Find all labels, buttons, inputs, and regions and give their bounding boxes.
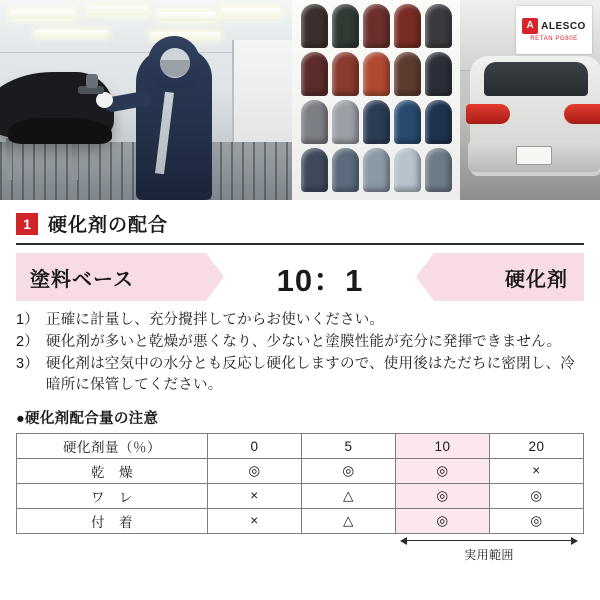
photo-strip — [0, 0, 600, 200]
color-chip — [301, 148, 328, 192]
table-row-label: ワ レ — [17, 484, 208, 509]
instruction-note — [16, 310, 584, 332]
work-stand — [72, 138, 78, 180]
color-chip — [425, 4, 452, 48]
table-row — [17, 459, 584, 484]
ceiling-lamp-icon — [34, 30, 108, 37]
table-header-row — [17, 434, 584, 459]
instruction-notes — [16, 310, 584, 397]
color-chip — [394, 4, 421, 48]
instruction-note — [16, 332, 584, 354]
ratio-arrow-left-icon — [206, 253, 224, 301]
ratio-arrow-right-icon — [416, 253, 434, 301]
table-cell: △ — [302, 509, 396, 534]
section-number-badge: 1 — [16, 213, 38, 235]
license-plate — [516, 146, 552, 165]
logo-row — [522, 18, 586, 34]
color-chip-wall-photo — [292, 0, 460, 200]
ratio-left-label: 塗料ベース — [30, 268, 134, 291]
note-number: 3） — [16, 355, 39, 372]
table-row-label: 乾 燥 — [17, 459, 208, 484]
content-area — [0, 200, 600, 562]
table-cell: ◎ — [302, 459, 396, 484]
table-cell: △ — [302, 484, 396, 509]
table-row-label: 付 着 — [17, 509, 208, 534]
color-chip — [394, 148, 421, 192]
spray-gun-cup — [86, 74, 98, 88]
color-chip — [363, 4, 390, 48]
ceiling-lamp-icon — [10, 10, 76, 19]
work-stand — [6, 138, 12, 180]
color-chip — [301, 4, 328, 48]
page-title: 硬化剤の配合 — [48, 215, 169, 236]
hardener-ratio-table — [16, 433, 584, 534]
color-chip — [425, 100, 452, 144]
spray-booth-painter-photo — [0, 0, 292, 200]
color-chip — [425, 52, 452, 96]
color-chip — [332, 4, 359, 48]
color-chip — [301, 100, 328, 144]
ratio-value: 10：1 — [276, 262, 364, 298]
note-text: 硬化剤は空気中の水分とも反応し硬化しますので、使用後はただちに密閉し、冷暗所に保管してください。 — [46, 355, 575, 394]
tail-lamp-left — [466, 104, 510, 124]
color-chip — [363, 148, 390, 192]
ceiling-lamp-icon — [88, 6, 148, 15]
table-column-header: 0 — [208, 434, 302, 459]
note-text: 正確に計量し、充分攪拌してからお使いください。 — [46, 312, 385, 328]
color-chip — [394, 100, 421, 144]
tail-lamp-right — [564, 104, 600, 124]
logo-mark-icon: A — [522, 18, 538, 34]
table-header-label: 硬化剤量（％） — [17, 434, 208, 459]
color-chip — [332, 100, 359, 144]
color-chip — [363, 52, 390, 96]
table-column-header: 20 — [490, 434, 584, 459]
color-chip — [332, 148, 359, 192]
logo-brand-text: ALESCO — [541, 20, 586, 32]
range-arrow-left-icon — [400, 537, 407, 545]
table-cell: ◎ — [396, 459, 490, 484]
ratio-right-label: 硬化剤 — [505, 268, 568, 291]
color-chip-grid — [301, 4, 454, 194]
color-chip — [394, 52, 421, 96]
instruction-note — [16, 354, 584, 398]
rear-window — [484, 62, 588, 96]
ceiling-lamp-icon — [158, 12, 216, 21]
mix-ratio-banner — [16, 253, 584, 301]
color-chip — [363, 100, 390, 144]
ratio-left-band — [16, 253, 206, 301]
ratio-right-band — [434, 253, 584, 301]
color-chip — [301, 52, 328, 96]
practical-range-label: 実用範囲 — [464, 548, 514, 562]
table-column-header: 10 — [396, 434, 490, 459]
logo-subtitle: RETAN PG80E — [530, 36, 578, 42]
table-row — [17, 484, 584, 509]
table-cell: × — [490, 459, 584, 484]
table-column-header: 5 — [302, 434, 396, 459]
practical-range-row — [16, 536, 584, 562]
color-chip — [425, 148, 452, 192]
table-cell: ◎ — [490, 484, 584, 509]
ceiling-lamp-icon — [222, 8, 280, 17]
section-header — [16, 210, 584, 245]
table-row — [17, 509, 584, 534]
table-cell: ◎ — [396, 509, 490, 534]
practical-range-indicator — [394, 536, 584, 563]
brand-logo — [516, 6, 592, 54]
painter-glove — [96, 92, 113, 108]
color-chip — [332, 52, 359, 96]
table-cell: × — [208, 509, 302, 534]
table-cell: × — [208, 484, 302, 509]
table-caption: ●硬化剤配合量の注意 — [16, 411, 159, 427]
table-cell: ◎ — [396, 484, 490, 509]
table-cell: ◎ — [490, 509, 584, 534]
note-number: 2） — [16, 333, 39, 350]
note-number: 1） — [16, 312, 39, 328]
car-panel-lower — [8, 118, 112, 144]
note-text: 硬化剤が多いと乾燥が悪くなり、少ないと塗膜性能が充分に発揮できません。 — [46, 333, 562, 350]
table-cell: ◎ — [208, 459, 302, 484]
range-arrow-icon — [394, 536, 584, 545]
